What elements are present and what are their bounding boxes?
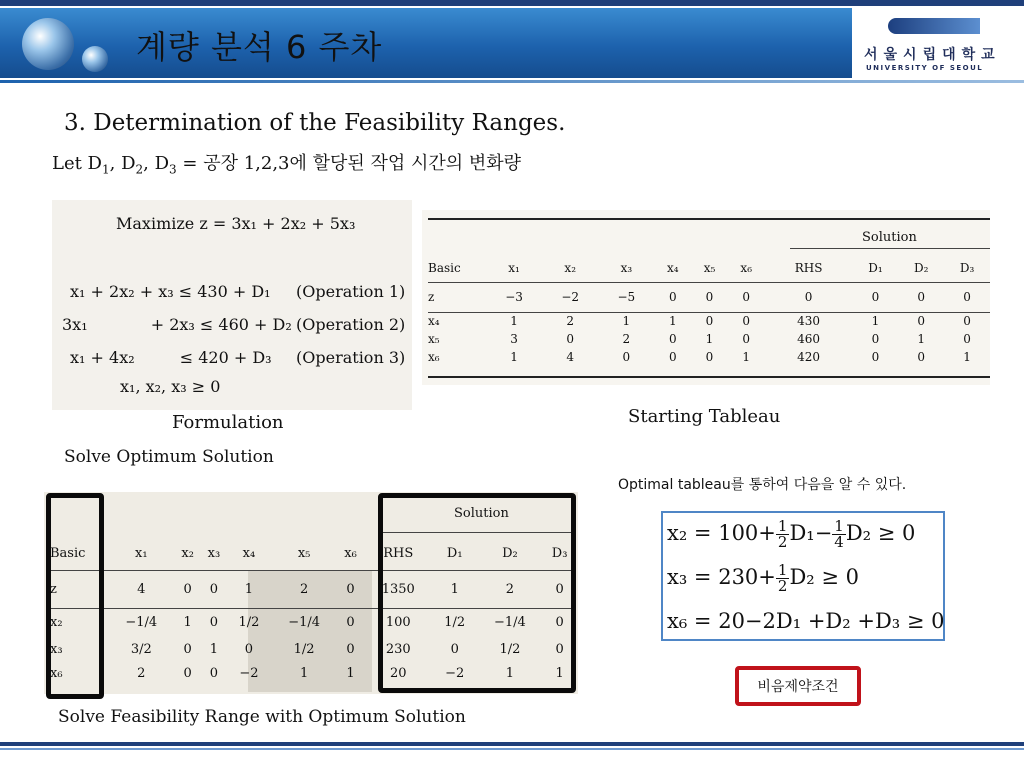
nonnegativity-badge: 비음제약조건 (735, 666, 861, 706)
col-header: x₁ (508, 260, 520, 275)
cell: 1/2 (293, 641, 315, 657)
cell: −5 (617, 290, 636, 304)
denominator: 4 (834, 533, 844, 551)
cell: 1 (244, 581, 254, 597)
cell: 0 (742, 332, 751, 346)
table-row (428, 312, 990, 330)
cell: 0 (346, 581, 355, 597)
cell: 0 (555, 641, 564, 657)
cell: −2 (239, 665, 259, 681)
feasibility-caption: Solve Feasibility Range with Optimum Solution (58, 707, 466, 727)
cell: 1 (450, 581, 459, 597)
definition-line: Let $D_1$, $D_2$, $D_3$ = 공장 1,2,3에 할당된 작업 시간의 변화량 (52, 153, 522, 177)
cell: x₆ (50, 665, 63, 681)
cell: 0 (963, 290, 971, 304)
cell: 4 (566, 350, 575, 364)
cell: −1/4 (288, 614, 321, 630)
cell: 1 (742, 350, 751, 364)
col-header: D₁ (868, 260, 883, 275)
optimal-note: Optimal tableau를 통하여 다음을 알 수 있다. (618, 477, 907, 493)
cell: 2 (566, 314, 575, 329)
cell: 0 (209, 665, 219, 681)
table-row (428, 282, 990, 312)
col-header: D₂ (502, 546, 518, 562)
cell: 3 (510, 332, 518, 346)
cell: 1 (299, 665, 309, 681)
tableau-bottom-rule (428, 376, 990, 378)
starting-tableau (428, 254, 990, 366)
cell: x₅ (428, 332, 440, 346)
cell: 420 (797, 350, 821, 364)
cell: 1 (622, 314, 631, 329)
col-header: RHS (794, 260, 823, 275)
denominator: 2 (777, 533, 788, 551)
cell: z (428, 290, 435, 304)
col-header: x₆ (740, 260, 752, 275)
cell: 0 (450, 641, 459, 657)
basic-column-highlight (46, 493, 104, 699)
cell: 0 (963, 332, 971, 346)
cell: 1 (209, 641, 219, 657)
cell: 2 (299, 581, 309, 597)
cell: 1 (510, 314, 518, 329)
cell: −1/4 (493, 614, 526, 630)
cell: 0 (871, 332, 880, 346)
equation-x2 (667, 519, 915, 550)
col-header: Basic (428, 260, 461, 275)
cell: 0 (742, 314, 751, 329)
cell: x₃ (50, 641, 63, 657)
col-header: RHS (383, 546, 414, 562)
solution-header: Solution (454, 506, 509, 521)
university-logo (856, 8, 1024, 78)
cell: 0 (566, 332, 575, 346)
feasibility-equations (661, 511, 945, 641)
logo-english-text: UNIVERSITY OF SEOUL (866, 64, 984, 72)
cell: 0 (917, 350, 926, 364)
cell: 0 (555, 614, 564, 630)
small-globe-icon (82, 46, 108, 72)
cell: 0 (209, 614, 219, 630)
cell: 1 (871, 314, 880, 329)
cell: 2 (622, 332, 631, 346)
title-banner (0, 8, 852, 78)
col-header: x₂ (564, 260, 576, 275)
cell: 1 (183, 614, 192, 630)
cell: 100 (385, 614, 411, 630)
eq1-lhs: x₂ = 100+ (667, 521, 776, 545)
col-header: x₆ (344, 546, 357, 562)
col-header: x₄ (242, 546, 256, 562)
starting-tableau-caption: Starting Tableau (628, 406, 781, 427)
cell: 1 (705, 332, 714, 346)
cell: 0 (917, 314, 926, 329)
top-rule (0, 0, 1024, 6)
solution-header: Solution (862, 230, 917, 245)
cell: 20 (389, 665, 407, 681)
nonnegativity: x₁, x₂, x₃ ≥ 0 (120, 377, 221, 396)
cell: 0 (705, 290, 714, 304)
equation-x6: x₆ = 20−2D₁ +D₂ +D₃ ≥ 0 (667, 609, 945, 633)
cell: 1 (555, 665, 564, 681)
cell: x₆ (428, 350, 440, 364)
numerator: 1 (834, 517, 844, 535)
globe-icon (22, 18, 74, 70)
cell: 0 (917, 290, 926, 304)
cell: 1/2 (499, 641, 521, 657)
cell: 3/2 (130, 641, 152, 657)
solution-rule (790, 248, 990, 249)
cell: 1 (963, 350, 971, 364)
table-row (428, 330, 990, 348)
solve-optimum-caption: Solve Optimum Solution (64, 447, 274, 467)
starting-tableau-panel (422, 210, 990, 385)
cell: 1/2 (238, 614, 260, 630)
col-header: D₁ (446, 546, 463, 562)
let-prefix: Let D (52, 153, 102, 174)
cell: 0 (209, 581, 219, 597)
col-header: x₁ (135, 546, 148, 562)
cell: 4 (137, 581, 146, 597)
cell: 0 (244, 641, 254, 657)
cell: 0 (346, 614, 355, 630)
cell: 1/2 (444, 614, 466, 630)
cell: 0 (183, 581, 192, 597)
eq2-lhs: x₃ = 230+ (667, 565, 776, 589)
col-header: D₂ (914, 260, 929, 275)
cell: 430 (797, 314, 821, 329)
col-header: Basic (50, 546, 86, 562)
bottom-rule-light (0, 748, 1024, 750)
eq2-tail: D₂ ≥ 0 (789, 565, 859, 589)
eq1-tail: D₂ ≥ 0 (845, 521, 916, 545)
cell: 0 (668, 290, 677, 304)
constraint-2-label: (Operation 2) (296, 315, 406, 334)
fraction (776, 519, 790, 550)
cell: x₂ (50, 614, 63, 630)
objective-function: Maximize z = 3x₁ + 2x₂ + 5x₃ (116, 214, 356, 233)
logo-korean-text: 서울시립대학교 (864, 47, 1001, 63)
col-header: D₃ (551, 546, 568, 562)
slide-title: 계량 분석 6 주차 (136, 28, 383, 66)
col-header: D₃ (959, 260, 975, 275)
formulation-caption: Formulation (172, 412, 284, 433)
fraction (832, 519, 846, 550)
cell: 1 (917, 332, 926, 346)
cell: 0 (963, 314, 971, 329)
cell: 0 (871, 290, 880, 304)
cell: 1 (505, 665, 515, 681)
cell: 230 (385, 641, 411, 657)
cell: 1350 (381, 581, 415, 597)
cell: 0 (555, 581, 564, 597)
equation-x3 (667, 563, 859, 594)
cell: 0 (183, 641, 192, 657)
logo-swoosh-icon (888, 18, 980, 34)
col-header: x₃ (620, 260, 633, 275)
header-underline (0, 80, 1024, 83)
table-row (428, 348, 990, 366)
cell: 2 (137, 665, 146, 681)
col-header: x₂ (181, 546, 194, 562)
cell: 0 (871, 350, 880, 364)
cell: 0 (705, 314, 714, 329)
cell: 0 (705, 350, 714, 364)
tableau-top-rule (428, 218, 990, 220)
cell: 1 (346, 665, 355, 681)
cell: x₄ (428, 314, 440, 329)
col-header: x₅ (703, 260, 716, 275)
bottom-rule (0, 742, 1024, 746)
cell: 0 (668, 332, 677, 346)
section-heading: 3. Determination of the Feasibility Ranges. (64, 110, 566, 136)
constraint-1: x₁ + 2x₂ + x₃ ≤ 430 + D₁ (70, 282, 271, 301)
cell: 0 (183, 665, 192, 681)
constraint-2: 3x₁ + 2x₃ ≤ 460 + D₂ (62, 315, 292, 334)
cell: −2 (445, 665, 465, 681)
cell: 0 (668, 350, 677, 364)
cell: 1 (668, 314, 677, 329)
cell: 0 (804, 290, 813, 304)
col-header: x₃ (207, 546, 221, 562)
eq1-mid: D₁− (789, 521, 833, 545)
denominator: 2 (777, 577, 788, 595)
cell: 0 (346, 641, 355, 657)
cell: 2 (505, 581, 515, 597)
solution-columns-highlight (378, 493, 576, 693)
col-header: x₄ (666, 260, 679, 275)
cell: z (50, 581, 57, 597)
cell: −2 (561, 290, 580, 304)
col-header: x₅ (297, 546, 311, 562)
numerator: 1 (777, 561, 788, 579)
fraction (776, 563, 790, 594)
cell: 460 (797, 332, 821, 346)
let-description: = 공장 1,2,3에 할당된 작업 시간의 변화량 (176, 153, 522, 174)
cell: 1 (510, 350, 518, 364)
cell: 0 (622, 350, 631, 364)
cell: 0 (742, 290, 751, 304)
constraint-1-label: (Operation 1) (296, 282, 406, 301)
cell: −1/4 (125, 614, 158, 630)
cell: −3 (505, 290, 523, 304)
numerator: 1 (777, 517, 788, 535)
formulation-panel (52, 200, 412, 410)
constraint-3-label: (Operation 3) (296, 348, 406, 367)
constraint-3: x₁ + 4x₂ ≤ 420 + D₃ (70, 348, 272, 367)
